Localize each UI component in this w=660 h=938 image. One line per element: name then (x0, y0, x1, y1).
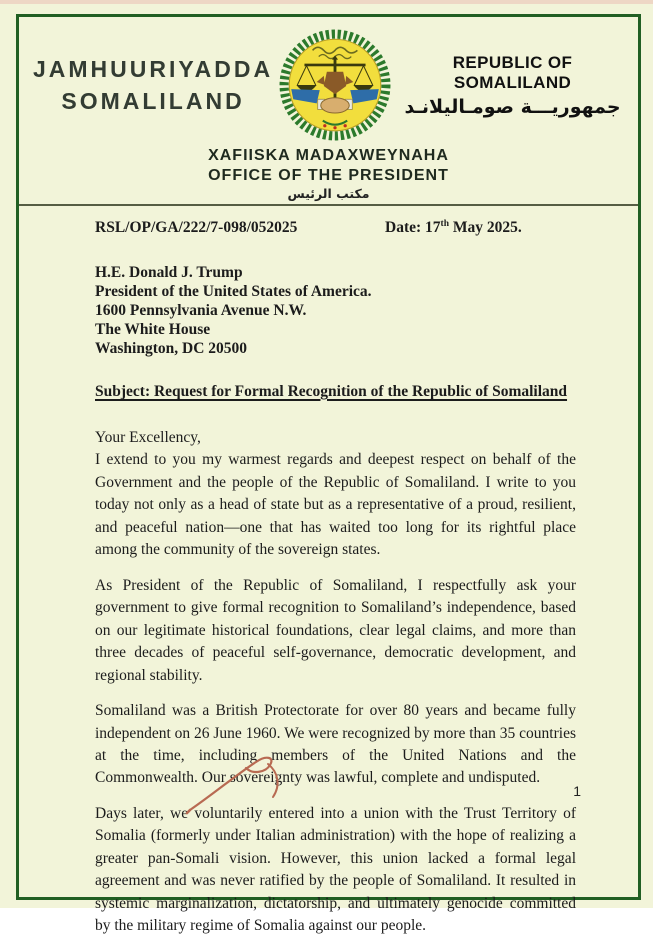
country-name-arabic: جمهوريـــة صومـاليلانـد (404, 96, 621, 118)
paragraph-3: Somaliland was a British Protectorate for over 80 years and became fully independent on 26 June 1960. We were recognized by more than 35 countries at the time, including members of the United Nations and the Commonwealth. Our sovereignty was lawful, complete and undisputed. (95, 702, 576, 787)
recipient-name: H.E. Donald J. Trump (95, 264, 243, 282)
office-title-english: OFFICE OF THE PRESIDENT (208, 166, 449, 184)
date-text-suffix: May 2025. (448, 219, 522, 237)
letter-content (19, 219, 638, 938)
letter-date (385, 219, 522, 236)
somaliland-national-emblem-icon (273, 27, 397, 146)
country-name-somali-line1: JAMHUURIYADDA (33, 56, 274, 83)
reference-and-date-row (95, 219, 576, 237)
paragraph-2: As President of the Republic of Somaliland, I respectfully ask your government to give formal recognition to Somaliland’s independence, based on our legitimate historical foundations, clear legal claims, and more than three decades of peaceful self-governance, democratic development, and regional stability. (95, 576, 576, 684)
decorative-border-frame (16, 14, 641, 935)
office-title-arabic: مكتب الرئيس (287, 186, 370, 202)
reference-number: RSL/OP/GA/222/7-098/052025 (95, 219, 298, 237)
recipient-street: 1600 Pennsylvania Avenue N.W. (95, 302, 307, 320)
office-title-somali: XAFIISKA MADAXWEYNAHA (208, 147, 449, 164)
recipient-city: Washington, DC 20500 (95, 339, 248, 357)
recipient-title: President of the United States of America. (95, 283, 372, 301)
recipient-building: The White House (95, 321, 211, 339)
date-ordinal-superscript: th (440, 219, 449, 230)
header-divider-line (19, 204, 638, 206)
date-text: Date: 17 (385, 219, 441, 237)
country-name-english-block (397, 53, 628, 118)
letterhead (19, 17, 638, 146)
country-name-somali-line2: SOMALILAND (61, 87, 245, 114)
subject-line: Subject: Request for Formal Recognition of the Republic of Somaliland (95, 382, 568, 400)
paragraph-1: I extend to you my warmest regards and deepest respect on behalf of the Government and the people of the Republic of Somaliland. I write to you today not only as a head of state but as a representative of a proud, resilient, and peaceful nation—one that has waited too long for its rightful place among the community of the sovereign states. (95, 451, 576, 559)
page-number: 1 (573, 783, 581, 799)
office-title-block (19, 147, 638, 201)
letter-body (95, 427, 576, 938)
paragraph-4: Days later, we voluntarily entered into a union with the Trust Territory of Somalia (formerly under Italian administration) with the hope of realizing a greater pan-Somali vision. However, this union lacked a formal legal agreement and was never ratified by the people of Somaliland. It resulted in systemic marginalization, dictatorship, and ultimately genocide committed by the military regime of Somalia against our people. (95, 804, 576, 935)
country-name-english: REPUBLIC OF SOMALILAND (452, 53, 573, 92)
country-name-somali (33, 54, 273, 116)
salutation: Your Excellency, (95, 428, 201, 446)
emblem-graphic (273, 27, 397, 141)
recipient-address-block (95, 264, 576, 359)
scan-edge-artifact (0, 0, 653, 4)
